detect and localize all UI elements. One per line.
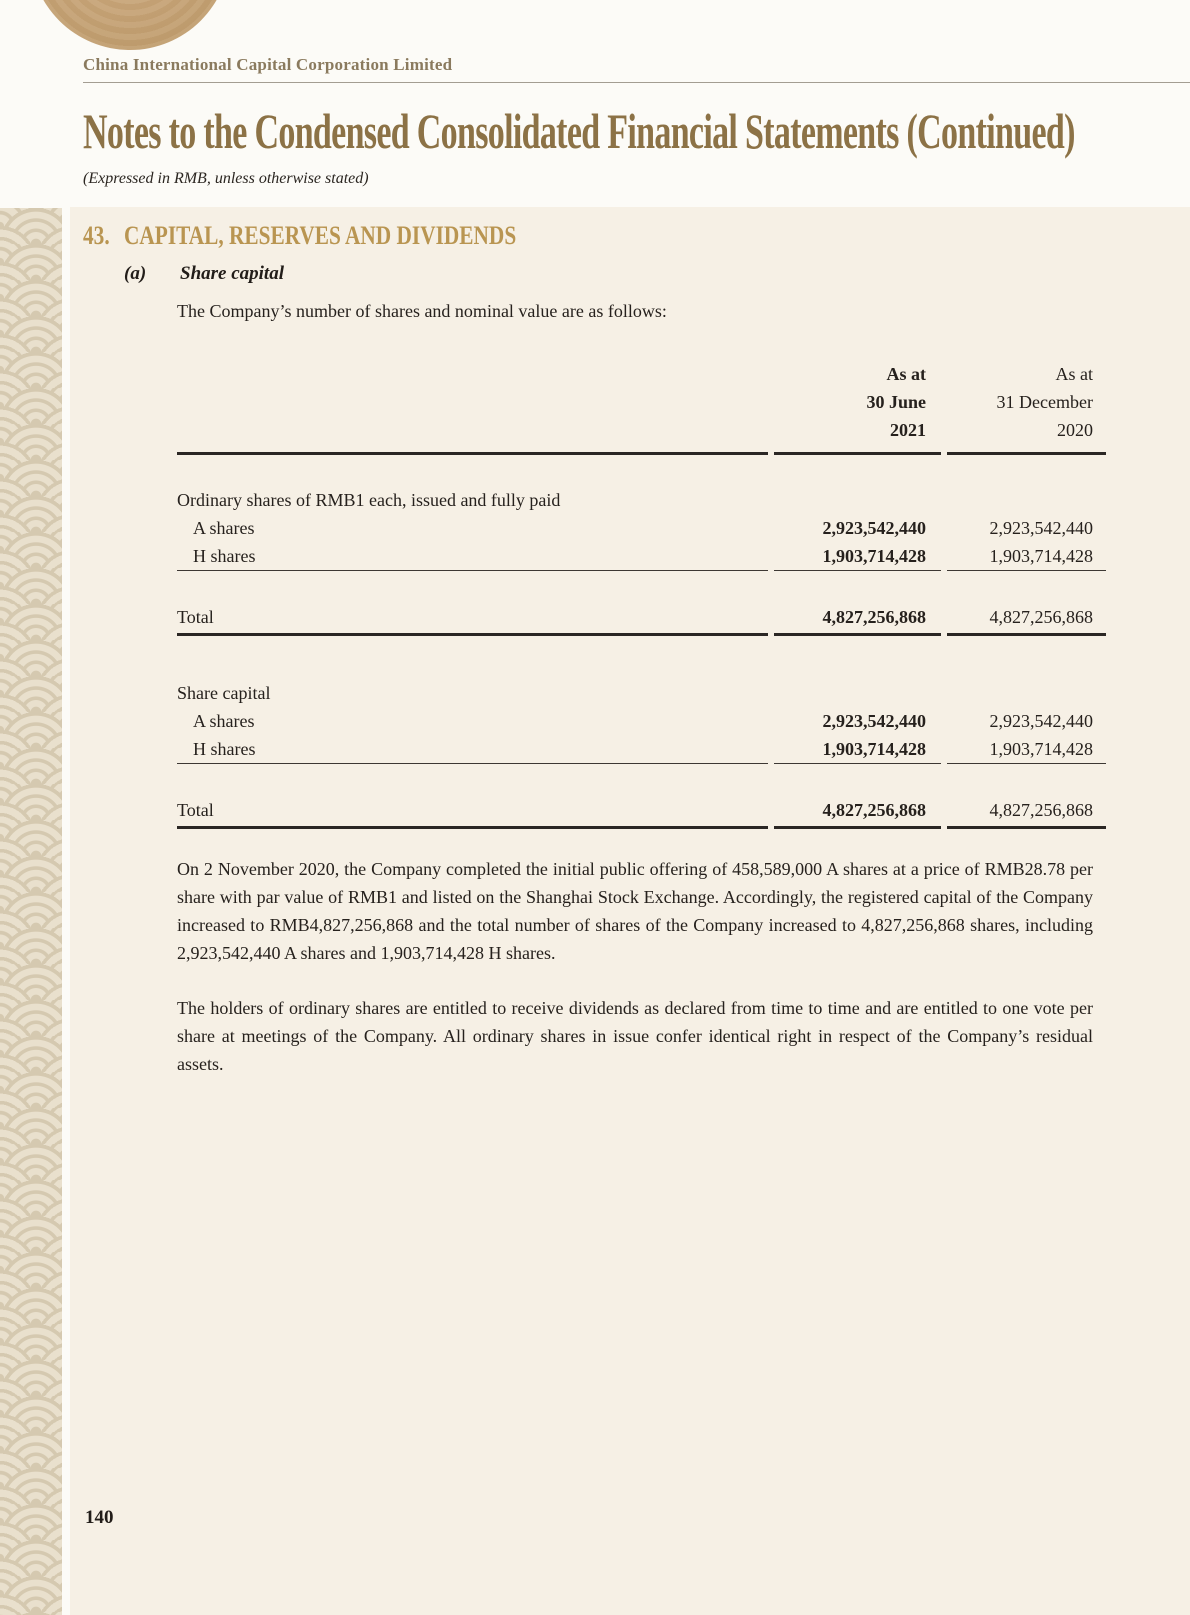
thin-rule <box>177 763 1106 764</box>
table-row <box>177 514 1106 542</box>
section-number: 43. <box>83 221 110 250</box>
row-label: H shares <box>193 546 256 566</box>
row-label: H shares <box>193 739 256 759</box>
subsection-title: Share capital <box>180 263 284 284</box>
value-2021: 4,827,256,868 <box>822 800 926 820</box>
section-heading <box>83 221 516 251</box>
value-2020: 4,827,256,868 <box>989 607 1093 627</box>
page-title: Notes to the Condensed Consolidated Financial Statements (Continued) <box>83 103 1075 159</box>
value-2020 <box>947 486 1106 514</box>
table-row <box>177 603 1106 631</box>
logo-medallion <box>30 0 230 50</box>
value-2020 <box>947 679 1106 707</box>
table-row <box>177 679 1106 707</box>
value-2021: 1,903,714,428 <box>822 546 926 566</box>
wave-pattern-strip <box>0 208 62 1615</box>
company-name: China International Capital Corporation Limited <box>83 55 453 74</box>
row-label: A shares <box>193 711 255 731</box>
content-panel <box>70 207 1190 1615</box>
thick-rule <box>177 452 1106 455</box>
value-2020: 1,903,714,428 <box>989 739 1093 759</box>
value-2020: 2,923,542,440 <box>989 518 1093 538</box>
value-2020: 2,923,542,440 <box>989 711 1093 731</box>
header-line: As at <box>886 364 926 384</box>
value-2021: 1,903,714,428 <box>822 739 926 759</box>
column-header-2021 <box>774 360 941 444</box>
table-intro: The Company’s number of shares and nominal value are as follows: <box>177 301 667 321</box>
table-row <box>177 486 1106 514</box>
value-2021: 2,923,542,440 <box>822 711 926 731</box>
value-2021 <box>774 679 941 707</box>
currency-note: (Expressed in RMB, unless otherwise stated) <box>83 170 369 187</box>
header-line: 2021 <box>890 420 926 440</box>
header-divider <box>83 82 1190 83</box>
table-row <box>177 707 1106 735</box>
section-title: CAPITAL, RESERVES AND DIVIDENDS <box>124 221 517 250</box>
row-label: Total <box>177 607 214 627</box>
value-2020: 4,827,256,868 <box>989 800 1093 820</box>
row-label: Share capital <box>177 683 271 703</box>
table-row <box>177 542 1106 570</box>
header-line: 31 December <box>996 392 1093 412</box>
share-capital-table <box>177 360 1106 829</box>
header-line: 30 June <box>866 392 926 412</box>
table-row <box>177 735 1106 763</box>
value-2021: 4,827,256,868 <box>822 607 926 627</box>
header-line: 2020 <box>1057 420 1093 440</box>
table-row <box>177 796 1106 824</box>
row-label: A shares <box>193 518 255 538</box>
header-line: As at <box>1055 364 1093 384</box>
page-number: 140 <box>85 1507 114 1528</box>
row-label: Total <box>177 800 214 820</box>
thick-rule <box>177 633 1106 636</box>
table-header-row <box>177 360 1106 444</box>
value-2020: 1,903,714,428 <box>989 546 1093 566</box>
subsection-label: (a) <box>124 263 147 284</box>
thick-rule <box>177 826 1106 829</box>
row-label: Ordinary shares of RMB1 each, issued and fully paid <box>177 490 561 510</box>
value-2021 <box>774 486 941 514</box>
column-header-2020 <box>947 360 1106 444</box>
header-spacer-cell <box>177 360 768 444</box>
value-2021: 2,923,542,440 <box>822 518 926 538</box>
subsection-heading <box>124 263 284 285</box>
body-paragraph: The holders of ordinary shares are entitled to receive dividends as declared from time to time and are entitled to one vote per share at meetings of the Company. All ordinary shares in issue confer identical right in respect of the Company’s residual assets. <box>177 998 1093 1074</box>
thin-rule <box>177 570 1106 571</box>
body-paragraph: On 2 November 2020, the Company completed the initial public offering of 458,589,000 A shares at a price of RMB28.78 per share with par value of RMB1 and listed on the Shanghai Stock Exchange. Accordingly, the registered capital of the Company increased to RMB4,827,256,868 and the total number of shares of the Company increased to 4,827,256,868 shares, including 2,923,542,440 A shares and 1,903,714,428 H shares. <box>177 859 1093 963</box>
notes-paragraphs <box>177 855 1093 1078</box>
